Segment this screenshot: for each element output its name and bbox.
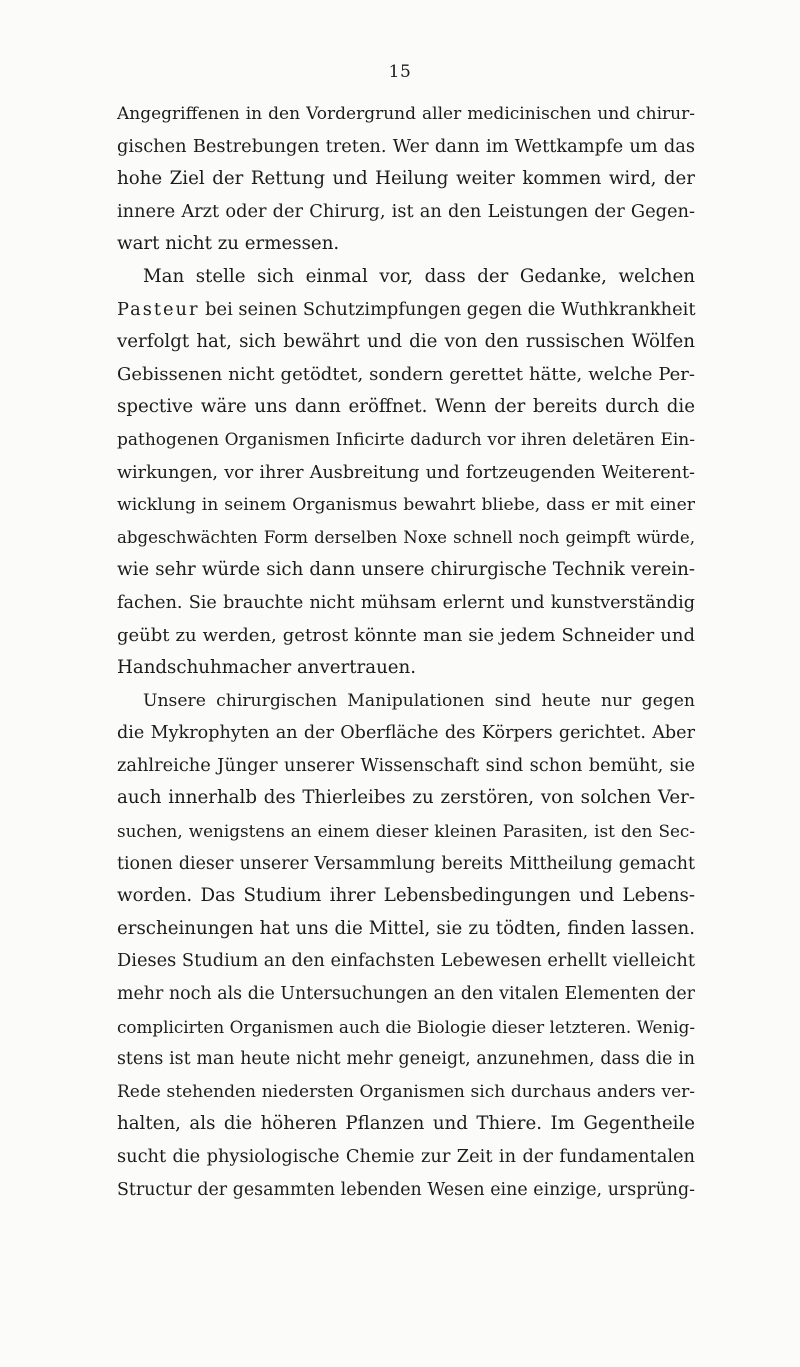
text-line: hohe Ziel der Rettung und Heilung weiter kommen wird, der <box>117 168 695 190</box>
text-line: stens ist man heute nicht mehr geneigt, anzunehmen, dass die in <box>117 1049 695 1070</box>
text-line: auch innerhalb des Thierleibes zu zerstören, von solchen Ver- <box>117 787 695 809</box>
text-line: tionen dieser unserer Versammlung bereits Mittheilung gemacht <box>117 853 695 874</box>
text-line: mehr noch als die Untersuchungen an den vitalen Elementen der <box>117 984 695 1005</box>
text-line: abgeschwächten Form derselben Noxe schnell noch geimpft würde, <box>117 527 695 547</box>
page-number: 15 <box>388 62 412 82</box>
text-line: wie sehr würde sich dann unsere chirurgische Technik verein- <box>117 559 695 581</box>
text-line: spective wäre uns dann eröffnet. Wenn der bereits durch die <box>117 396 695 418</box>
text-line: Unsere chirurgischen Manipulationen sind heute nur gegen <box>143 690 695 711</box>
text-line: innere Arzt oder der Chirurg, ist an den Leistungen der Gegen- <box>117 200 695 222</box>
text-line: Dieses Studium an den einfachsten Lebewesen erhellt vielleicht <box>117 950 695 972</box>
text-line: zahlreiche Jünger unserer Wissenschaft sind schon bemüht, sie <box>117 754 695 776</box>
text-line: halten, als die höheren Pflanzen und Thiere. Im Gegentheile <box>117 1113 695 1135</box>
text-line: geübt zu werden, getrost könnte man sie jedem Schneider und <box>117 624 695 646</box>
text-line: suchen, wenigstens an einem dieser kleinen Parasiten, ist den Sec- <box>117 821 695 842</box>
text-line: pathogenen Organismen Inficirte dadurch vor ihren deletären Ein- <box>117 429 695 450</box>
text-line: Rede stehenden niedersten Organismen sich durchaus anders ver- <box>117 1081 695 1102</box>
text-line: verfolgt hat, sich bewährt und die von den russischen Wölfen <box>117 331 695 353</box>
body-text <box>117 98 695 1206</box>
text-line: gischen Bestrebungen treten. Wer dann im Wettkampfe um das <box>117 135 695 157</box>
text-line: Pasteur bei seinen Schutzimpfungen gegen die Wuthkrankheit <box>117 298 696 320</box>
text-line: Handschuhmacher anvertrauen. <box>117 657 417 679</box>
text-line: Angegriffenen in den Vordergrund aller medicinischen und chirur- <box>117 104 695 124</box>
text-line: wicklung in seinem Organismus bewahrt bliebe, dass er mit einer <box>117 495 695 516</box>
text-line: wirkungen, vor ihrer Ausbreitung und fortzeugenden Weiterent- <box>117 462 695 483</box>
text-line: Structur der gesammten lebenden Wesen eine einzige, ursprüng- <box>117 1179 695 1200</box>
text-line: sucht die physiologische Chemie zur Zeit in der fundamentalen <box>117 1146 695 1167</box>
text-line: Gebissenen nicht getödtet, sondern gerettet hätte, welche Per- <box>117 363 695 385</box>
text-line: fachen. Sie brauchte nicht mühsam erlernt und kunstverständig <box>117 592 695 613</box>
emphasized-name: Pasteur <box>117 298 200 320</box>
text-line: worden. Das Studium ihrer Lebensbedingungen und Lebens- <box>117 885 695 907</box>
text-line: erscheinungen hat uns die Mittel, sie zu tödten, finden lassen. <box>117 917 695 939</box>
text-line: Man stelle sich einmal vor, dass der Gedanke, welchen <box>143 265 695 287</box>
text-line: complicirten Organismen auch die Biologie dieser letzteren. Wenig- <box>117 1016 695 1037</box>
text-line: wart nicht zu ermessen. <box>117 233 340 255</box>
text-line: die Mykrophyten an der Oberfläche des Körpers gerichtet. Aber <box>117 723 695 744</box>
